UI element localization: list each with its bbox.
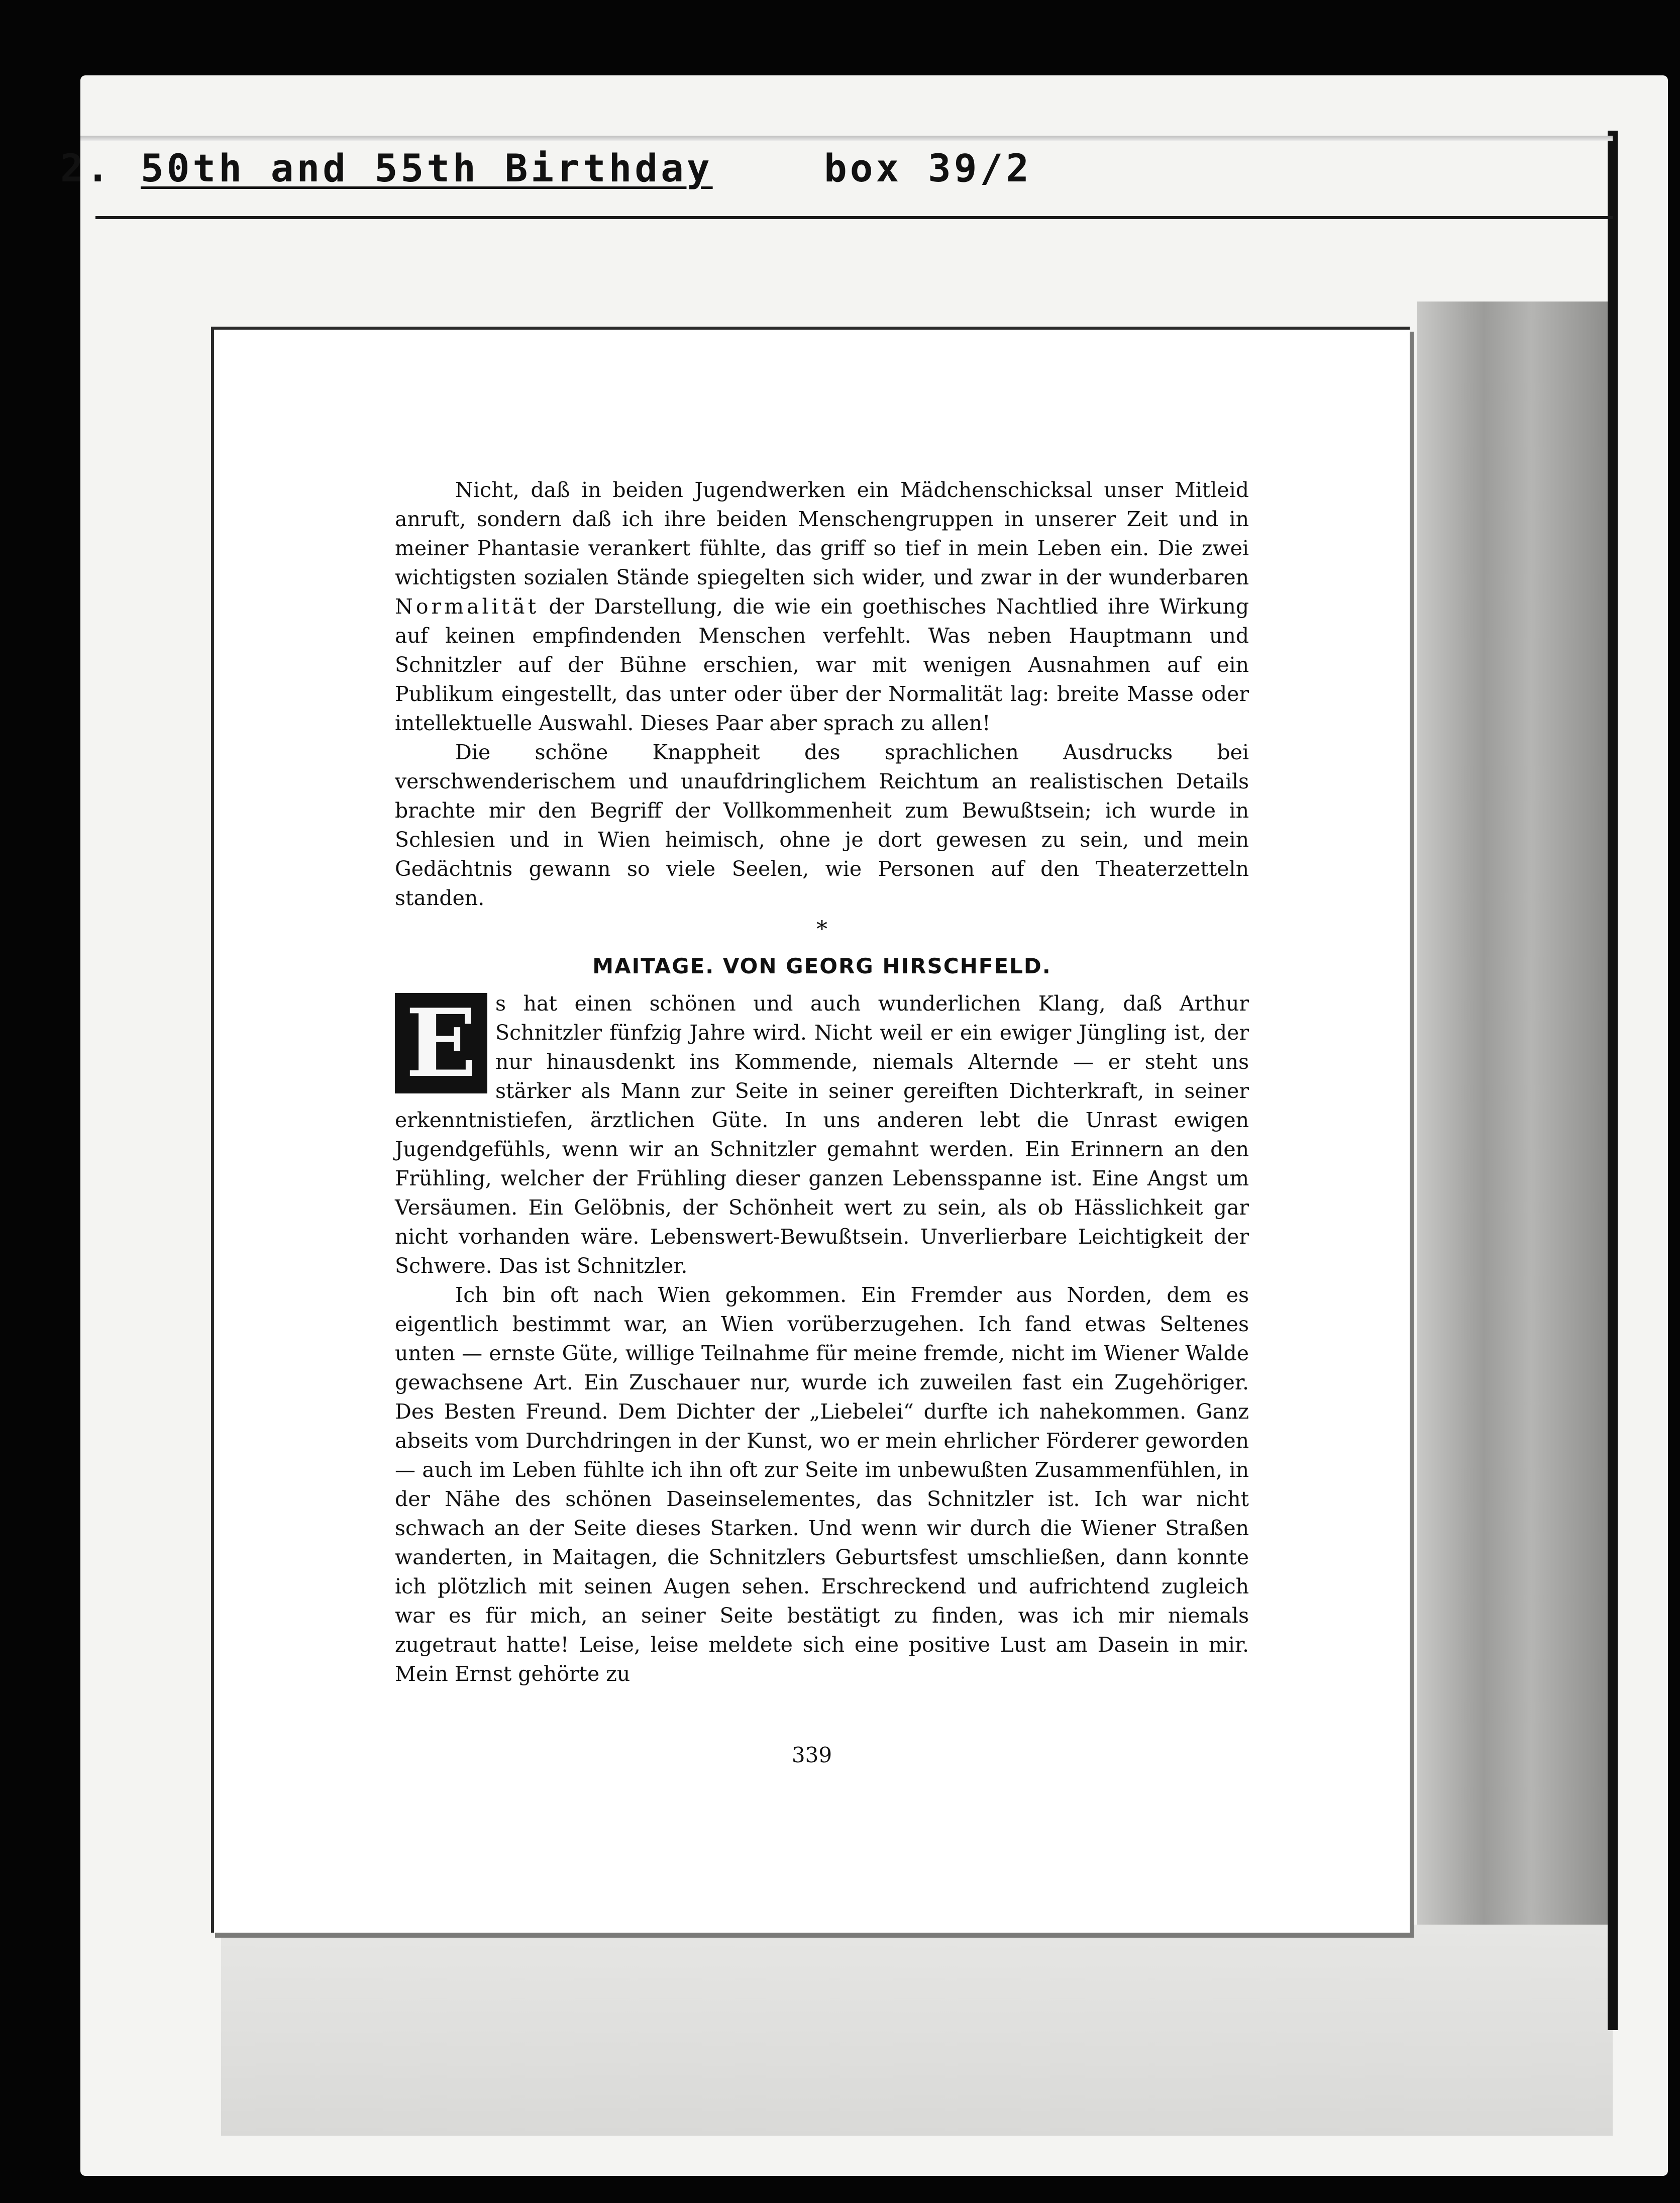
drop-cap (395, 988, 487, 1098)
paragraph-3-text: s hat einen schönen und auch wunderlichen Klang, daß Arthur Schnitzler fünfzig Jahre wird. Nicht weil er ein ewiger Jüngling ist, der nur hinausdenkt ins Kommende, niemals Alternde — er steht uns stärker als Mann zur Seite in seiner gereiften Dichterkraft, in seiner erkenntnistiefen, ärztlichen Güte. In uns anderen lebt die Unrast ewigen Jugendgefühls, wenn wir an Schnitzler gemahnt werden. Ein Erinnern an den Frühling, welcher der Frühling dieser ganzen Lebensspanne ist. Eine Angst um Versäumen. Ein Gelöbnis, der Schönheit wert zu sein, als ob Hässlichkeit gar nicht vorhanden wäre. Lebenswert-Bewußtsein. Unverlierbare Leichtigkeit der Schwere. Das ist Schnitzler. (395, 991, 1249, 1278)
label-rule (95, 216, 1613, 219)
top-strip (80, 136, 1613, 141)
label-prefix: 2. (60, 146, 113, 190)
paragraph-1 (395, 475, 1249, 738)
paragraph-1-part-2: der Darstellung, die wie ein goethisches Nachtlied ihre Wirkung auf keinen empfindenden Menschen verfehlt. Was neben Hauptmann und Schnitzler auf der Bühne erschien, war mit wenigen Ausnahmen auf ein Publikum eingestellt, das unter oder über der Normalität lag: breite Masse oder intellektuelle Auswahl. Dieses Paar aber sprach zu allen! (395, 594, 1249, 735)
label-box-number: box 39/2 (824, 146, 1032, 190)
paragraph-3 (395, 989, 1249, 1280)
paragraph-1-part-1: Nicht, daß in beiden Jugendwerken ein Mädchenschicksal unser Mitleid anruft, sondern daß ich ihre beiden Menschengruppen in unserer Zeit und in meiner Phantasie verankert fühlte, das griff so tief in mein Leben ein. Die zwei wichtigsten sozialen Stände spiegelten sich wider, und zwar in der wunderbaren (395, 478, 1249, 589)
underlying-page-shadow (1417, 302, 1608, 1990)
paragraph-2: Die schöne Knappheit des sprachlichen Ausdrucks bei verschwenderischem und unaufdringlichem Reichtum an realistischen Details brachte mir den Begriff der Vollkommenheit zum Bewußtsein; ich wurde in Schlesien und in Wien heimisch, ohne je dort gewesen zu sein, und mein Gedächtnis gewann so viele Seelen, wie Personen auf den Theaterzetteln standen. (395, 740, 1249, 910)
page-number: 339 (791, 1743, 832, 1767)
paragraph-4: Ich bin oft nach Wien gekommen. Ein Fremder aus Norden, dem es eigentlich bestimmt war, an Wien vorüberzugehen. Ich fand etwas Seltenes unten — ernste Güte, willige Teilnahme für meine fremde, nicht im Wiener Walde gewachsene Art. Ein Zuschauer nur, wurde ich zuweilen fast ein Zugehöriger. Des Besten Freund. Dem Dichter der „Liebelei“ durfte ich nahekommen. Ganz abseits vom Durchdringen in der Kunst, wo er mein ehrlicher Förderer geworden — auch im Leben fühlte ich ihn oft zur Seite im unbewußten Zusammenfühlen, in der Nähe des schönen Daseinselementes, das Schnitzler ist. Ich war nicht schwach an der Seite dieses Starken. Und wenn wir durch die Wiener Straßen wanderten, in Maitagen, die Schnitzlers Geburtsfest umschließen, dann konnte ich plötzlich mit seinen Augen sehen. Erschreckend und aufrichtend zugleich war es für mich, an seiner Seite bestätigt zu finden, was ich mir niemals zugetraut hatte! Leise, leise meldete sich eine positive Lust am Dasein in mir. Mein Ernst gehörte zu (395, 1283, 1249, 1686)
drop-cap-letter: E (405, 988, 477, 1098)
emphasis-normalitaet: Normalität (395, 594, 540, 619)
section-separator: * (816, 917, 827, 942)
label-title: 50th and 55th Birthday (141, 146, 713, 190)
article-heading: MAITAGE. VON GEORG HIRSCHFELD. (592, 954, 1052, 978)
mount-shadow (221, 1925, 1613, 2136)
sheet-edge (1608, 131, 1618, 2030)
printed-page (211, 327, 1410, 1933)
article-text (395, 475, 1249, 1688)
